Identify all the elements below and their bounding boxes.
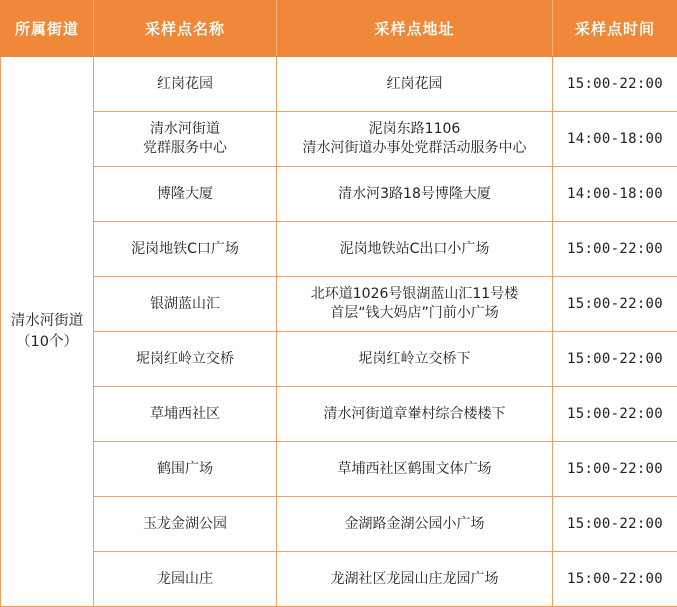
- site-address-text: 红岗花园: [279, 75, 550, 94]
- site-time-cell: 15:00-22:00: [553, 497, 677, 552]
- site-address-text: 清水河街道办事处党群活动服务中心: [279, 139, 550, 158]
- site-name-cell: [94, 112, 277, 167]
- table-row: [1, 112, 677, 167]
- site-time-cell: 15:00-22:00: [553, 277, 677, 332]
- site-address-text: 北环道1026号银湖蓝山汇11号楼: [279, 285, 550, 304]
- site-address-cell: [277, 332, 553, 387]
- site-address-text: 草埔西社区鹤围文体广场: [279, 460, 550, 479]
- site-address-text: 坭岗红岭立交桥下: [279, 350, 550, 369]
- table-row: [1, 442, 677, 497]
- site-name-text: 草埔西社区: [96, 405, 274, 424]
- table-row: [1, 222, 677, 277]
- site-time-cell: 14:00-18:00: [553, 112, 677, 167]
- site-name-cell: [94, 552, 277, 607]
- site-name-text: 玉龙金湖公园: [96, 515, 274, 534]
- site-name-text: 博隆大厦: [96, 185, 274, 204]
- site-name-text: 清水河街道: [96, 120, 274, 139]
- site-address-cell: [277, 442, 553, 497]
- site-name-text: 鹤围广场: [96, 460, 274, 479]
- site-name-text: 银湖蓝山汇: [96, 295, 274, 314]
- site-time-cell: 15:00-22:00: [553, 57, 677, 112]
- site-address-cell: [277, 167, 553, 222]
- site-address-text: 清水河3路18号博隆大厦: [279, 185, 550, 204]
- header-site-address: 采样点地址: [277, 1, 553, 57]
- site-address-text: 泥岗地铁站C出口小广场: [279, 240, 550, 259]
- site-address-text: 金湖路金湖公园小广场: [279, 515, 550, 534]
- site-name-text: 龙园山庄: [96, 570, 274, 589]
- table-row: [1, 57, 677, 112]
- site-name-text: 坭岗红岭立交桥: [96, 350, 274, 369]
- header-site-name: 采样点名称: [94, 1, 277, 57]
- site-address-cell: [277, 222, 553, 277]
- site-address-cell: [277, 497, 553, 552]
- site-name-cell: [94, 387, 277, 442]
- site-address-cell: [277, 277, 553, 332]
- site-address-cell: [277, 112, 553, 167]
- site-name-cell: [94, 332, 277, 387]
- site-address-text: 泥岗东路1106: [279, 120, 550, 139]
- table-header-row: [1, 1, 677, 57]
- site-name-cell: [94, 277, 277, 332]
- table-body: [1, 57, 677, 607]
- table-row: [1, 387, 677, 442]
- header-street: 所属街道: [1, 1, 94, 57]
- site-name-cell: [94, 167, 277, 222]
- table-row: [1, 277, 677, 332]
- site-address-text: 清水河街道章輋村综合楼楼下: [279, 405, 550, 424]
- site-name-text: 红岗花园: [96, 75, 274, 94]
- site-time-cell: 15:00-22:00: [553, 387, 677, 442]
- header-site-time: 采样点时间: [553, 1, 677, 57]
- site-name-text: 党群服务中心: [96, 139, 274, 158]
- site-address-cell: [277, 57, 553, 112]
- table-row: [1, 167, 677, 222]
- street-name: 清水河街道: [3, 311, 91, 332]
- site-address-cell: [277, 552, 553, 607]
- site-name-cell: [94, 497, 277, 552]
- street-cell: [1, 57, 94, 607]
- site-name-cell: [94, 442, 277, 497]
- site-time-cell: 15:00-22:00: [553, 442, 677, 497]
- site-time-cell: 15:00-22:00: [553, 552, 677, 607]
- site-time-cell: 15:00-22:00: [553, 332, 677, 387]
- site-address-text: 龙湖社区龙园山庄龙园广场: [279, 570, 550, 589]
- street-count: （10个）: [3, 332, 91, 353]
- site-name-cell: [94, 57, 277, 112]
- site-time-cell: 15:00-22:00: [553, 222, 677, 277]
- site-name-text: 泥岗地铁C口广场: [96, 240, 274, 259]
- site-address-cell: [277, 387, 553, 442]
- table-row: [1, 552, 677, 607]
- site-time-cell: 14:00-18:00: [553, 167, 677, 222]
- site-address-text: 首层“钱大妈店”门前小广场: [279, 304, 550, 323]
- table-row: [1, 497, 677, 552]
- site-name-cell: [94, 222, 277, 277]
- table-row: [1, 332, 677, 387]
